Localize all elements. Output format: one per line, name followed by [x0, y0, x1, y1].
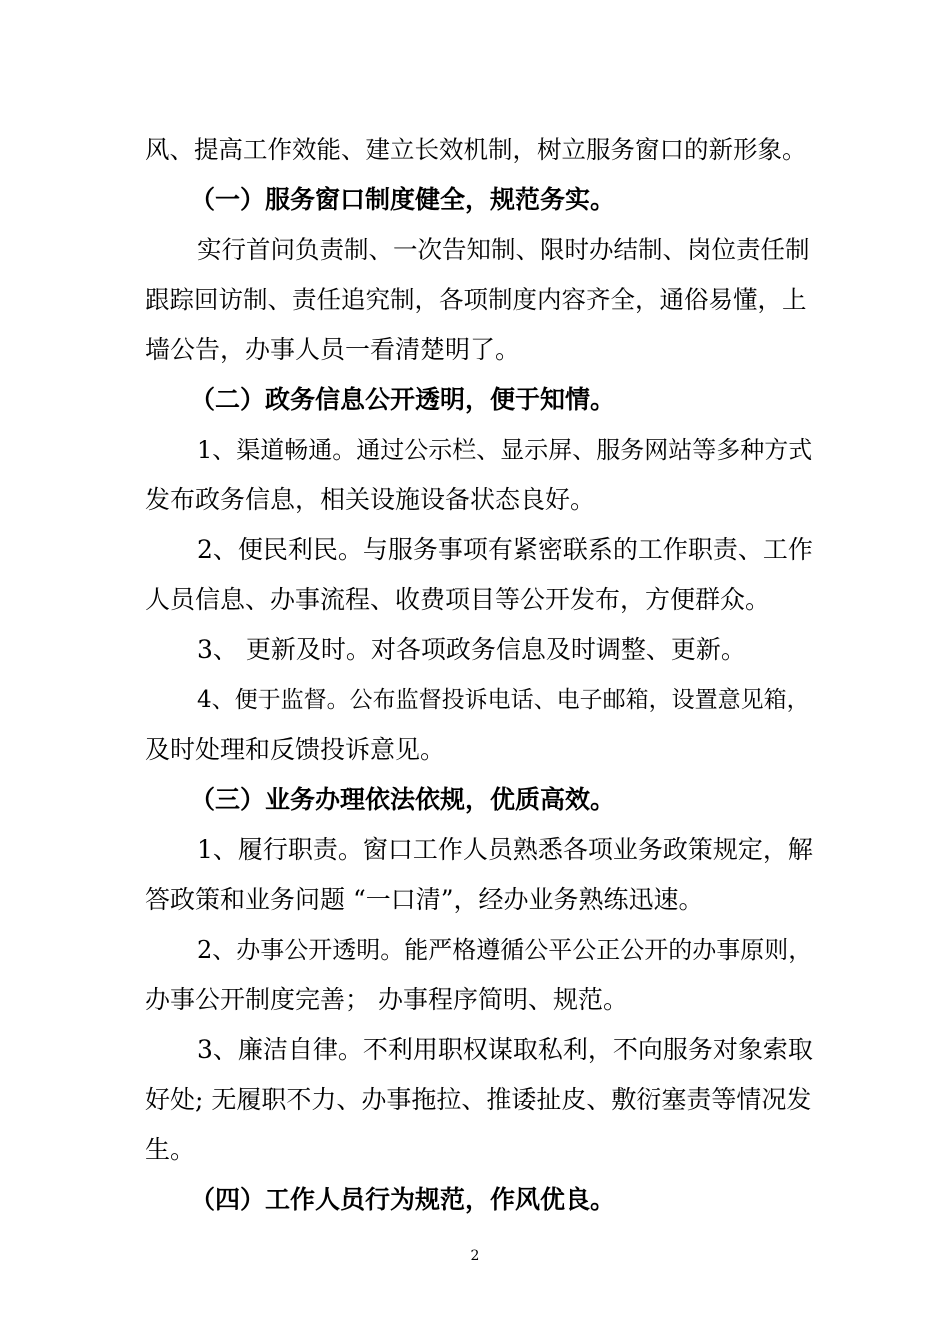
body-line-8: 发布政务信息，相关设施设备状态良好。: [145, 485, 596, 514]
section-heading-1: （一）服务窗口制度健全，规范务实。: [190, 185, 616, 214]
body-line-5: 墙公告，办事人员一看清楚明了。: [145, 335, 521, 364]
body-line-19: 3、廉洁自律。不利用职权谋取私利，不向服务对象索取: [197, 1035, 813, 1064]
body-line-11: 3、 更新及时。对各项政务信息及时调整、更新。: [197, 635, 746, 664]
section-heading-4: （四）工作人员行为规范，作风优良。: [190, 1185, 616, 1214]
section-heading-2: （二）政务信息公开透明，便于知情。: [190, 385, 616, 414]
body-line-9: 2、便民利民。与服务事项有紧密联系的工作职责、工作: [197, 535, 813, 564]
body-line-16: 答政策和业务问题 “一口清”，经办业务熟练迅速。: [145, 885, 704, 914]
body-line-17: 2、办事公开透明。能严格遵循公平公正公开的办事原则，: [197, 936, 813, 964]
body-line-4: 跟踪回访制、责任追究制，各项制度内容齐全，通俗易懂，上: [145, 285, 807, 314]
section-heading-3: （三）业务办理依法依规，优质高效。: [190, 785, 616, 814]
body-line-20: 好处; 无履职不力、办事拖拉、推诿扯皮、敷衍塞责等情况发: [145, 1085, 812, 1114]
body-line-15: 1、履行职责。窗口工作人员熟悉各项业务政策规定，解: [197, 835, 813, 864]
body-line-18: 办事公开制度完善； 办事程序简明、规范。: [145, 985, 628, 1014]
body-line-1: 风、提高工作效能、建立长效机制，树立服务窗口的新形象。: [145, 135, 807, 164]
body-line-10: 人员信息、办事流程、收费项目等公开发布，方便群众。: [145, 585, 771, 614]
page-number: 2: [470, 1248, 480, 1264]
body-line-7: 1、渠道畅通。通过公示栏、显示屏、服务网站等多种方式: [197, 436, 813, 464]
body-line-3: 实行首问负责制、一次告知制、限时办结制、岗位责任制: [197, 235, 810, 264]
body-line-12: 4、便于监督。公布监督投诉电话、电子邮箱，设置意见箱，: [197, 687, 810, 713]
body-line-21: 生。: [145, 1135, 196, 1164]
body-line-13: 及时处理和反馈投诉意见。: [145, 735, 446, 764]
